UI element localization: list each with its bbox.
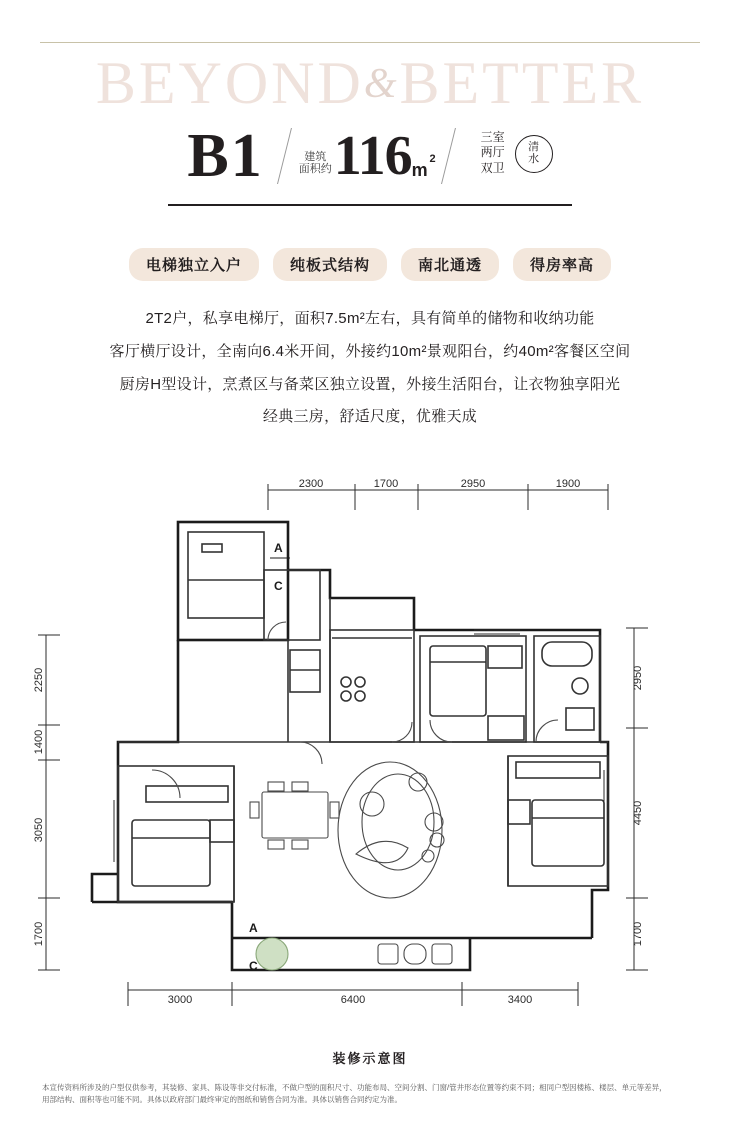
dim-left-1: 2250 bbox=[33, 667, 45, 693]
room-config-line3: 双卫 bbox=[480, 160, 505, 175]
description-line-2: 客厅横厅设计，全南向6.4米开间，外接约10m²景观阳台，约40m²客餐区空间 bbox=[109, 342, 631, 360]
plan-caption: 装修示意图 bbox=[332, 1051, 408, 1066]
brand-left-text: BEYOND bbox=[95, 50, 364, 116]
area-group bbox=[298, 125, 436, 187]
unit-title-row bbox=[0, 122, 740, 190]
dim-top-3: 2950 bbox=[460, 478, 486, 490]
title-slash-divider bbox=[277, 128, 292, 184]
dim-right-1: 2950 bbox=[632, 665, 644, 691]
unit-code: B1 bbox=[187, 122, 264, 190]
room-config bbox=[481, 130, 505, 177]
feature-tag-2: 纯板式结构 bbox=[273, 248, 387, 281]
title-underline bbox=[168, 204, 572, 206]
feature-tag-4: 得房率高 bbox=[513, 248, 611, 281]
area-unit-text: m bbox=[411, 160, 428, 180]
marker-c-top: C bbox=[274, 579, 283, 593]
feature-tag-list bbox=[0, 248, 740, 281]
dim-right-2: 4450 bbox=[632, 800, 644, 826]
dim-right-3: 1700 bbox=[632, 921, 644, 947]
dim-top-4: 1900 bbox=[555, 478, 581, 490]
disclaimer-line-1: 本宣传资料所涉及的户型仅供参考，其装修、家具、陈设等非交付标准，不做户型的面积尺寸、功能布局、空间分割、门窗/管井形态位置等约束不同；相同户型因楼栋、楼层、单元等差异， bbox=[42, 1083, 667, 1092]
dim-top-1: 2300 bbox=[298, 478, 324, 490]
area-label-line2: 面积约 bbox=[298, 163, 332, 176]
brand-ampersand: & bbox=[363, 61, 400, 107]
feature-tag-1: 电梯独立入户 bbox=[129, 248, 259, 281]
brand-wordmark bbox=[0, 50, 740, 116]
dim-top-2: 1700 bbox=[373, 478, 399, 490]
disclaimer-line-2: 用部结构、面积等也可能不同。具体以政府部门最终审定的图纸和销售合同为准。具体以销售合同约定为准。 bbox=[42, 1095, 402, 1104]
title-slash-divider-2 bbox=[441, 128, 456, 184]
area-label bbox=[299, 151, 332, 176]
marker-a-bottom: A bbox=[249, 921, 258, 935]
brand-right-text: BETTER bbox=[399, 50, 645, 116]
room-config-line2: 两厅 bbox=[480, 145, 505, 160]
dim-bottom-1: 3000 bbox=[167, 994, 193, 1006]
description-line-3: 厨房H型设计，烹煮区与备菜区独立设置，外接生活阳台，让衣物独享阳光 bbox=[119, 375, 621, 393]
marker-c-bottom: C bbox=[249, 959, 258, 973]
area-number: 116 bbox=[333, 125, 412, 187]
area-unit-superscript: 2 bbox=[429, 153, 436, 165]
header-divider bbox=[40, 42, 700, 43]
dim-bottom-3: 3400 bbox=[507, 994, 533, 1006]
decoration-line1: 清 bbox=[528, 140, 540, 153]
room-config-line1: 三室 bbox=[480, 129, 505, 144]
description-line-4: 经典三房，舒适尺度，优雅天成 bbox=[262, 408, 478, 426]
decoration-badge-text bbox=[528, 142, 539, 165]
decoration-line2: 水 bbox=[528, 152, 540, 165]
area-unit bbox=[411, 153, 436, 180]
marker-a-top: A bbox=[274, 541, 283, 555]
floorplan-drawing bbox=[0, 470, 740, 1030]
description-block bbox=[0, 308, 740, 439]
disclaimer-block bbox=[42, 1082, 698, 1106]
dim-left-3: 3050 bbox=[33, 817, 45, 843]
dim-left-2: 1400 bbox=[33, 729, 45, 755]
dim-left-4: 1700 bbox=[33, 921, 45, 947]
decoration-badge bbox=[515, 135, 553, 173]
dim-bottom-2: 6400 bbox=[340, 994, 366, 1006]
area-label-line1: 建筑 bbox=[304, 150, 327, 163]
description-line-1: 2T2户，私享电梯厅，面积7.5m²左右，具有简单的储物和收纳功能 bbox=[145, 310, 595, 327]
feature-tag-3: 南北通透 bbox=[401, 248, 499, 281]
